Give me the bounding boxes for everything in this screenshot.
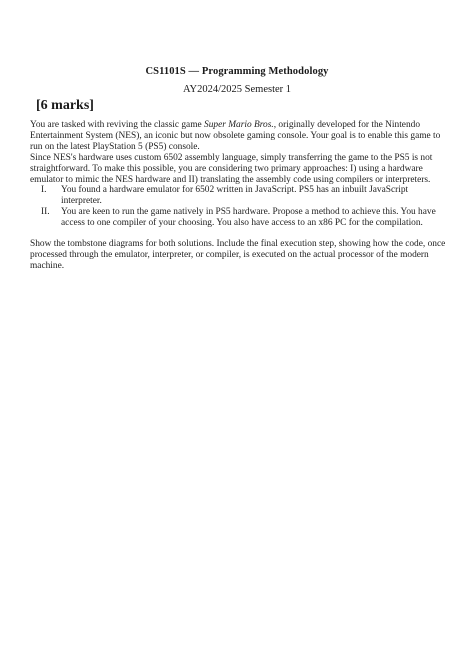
list-item xyxy=(30,207,448,229)
instruction-paragraph: Show the tombstone diagrams for both solutions. Include the final execution step, showing how the code, once processed through the emulator, interpreter, or compiler, is executed on the actual processor of the modern machine. xyxy=(30,239,446,271)
marks-label: [6 marks] xyxy=(36,98,94,113)
list-item-number: II. xyxy=(41,207,50,218)
list-item-text: You are keen to run the game natively in PS5 hardware. Propose a method to achieve this. You have access to one compiler of your choosing. You also have access to an x86 PC for the compilation. xyxy=(61,207,436,229)
list-item-number: I. xyxy=(41,185,47,196)
context-paragraph: Since NES's hardware uses custom 6502 assembly language, simply transferring the game to the PS5 is not straightforward. To make this possible, you are considering two primary approaches: I) using a hardware emulator to mimic the NES hardware and II) translating the assembly code using compilers or interpreters. xyxy=(30,152,433,185)
question-body xyxy=(30,120,448,272)
course-title: CS1101S — Programming Methodology xyxy=(145,66,329,77)
semester-label: AY2024/2025 Semester 1 xyxy=(182,84,292,95)
list-item xyxy=(30,185,448,207)
intro-text-after: , originally developed for the Nintendo Entertainment System (NES), an iconic but now obsolete gaming console. Your goal is to enable this game to run on the latest PlayStation 5 (PS5) console. xyxy=(30,120,441,152)
intro-paragraph xyxy=(30,120,448,153)
approach-list xyxy=(30,185,448,229)
game-title: Super Mario Bros. xyxy=(204,120,274,130)
list-item-text: You found a hardware emulator for 6502 written in JavaScript. PS5 has an inbuilt JavaScript interpreter. xyxy=(61,185,409,207)
intro-text-before: You are tasked with reviving the classic game xyxy=(30,120,205,130)
